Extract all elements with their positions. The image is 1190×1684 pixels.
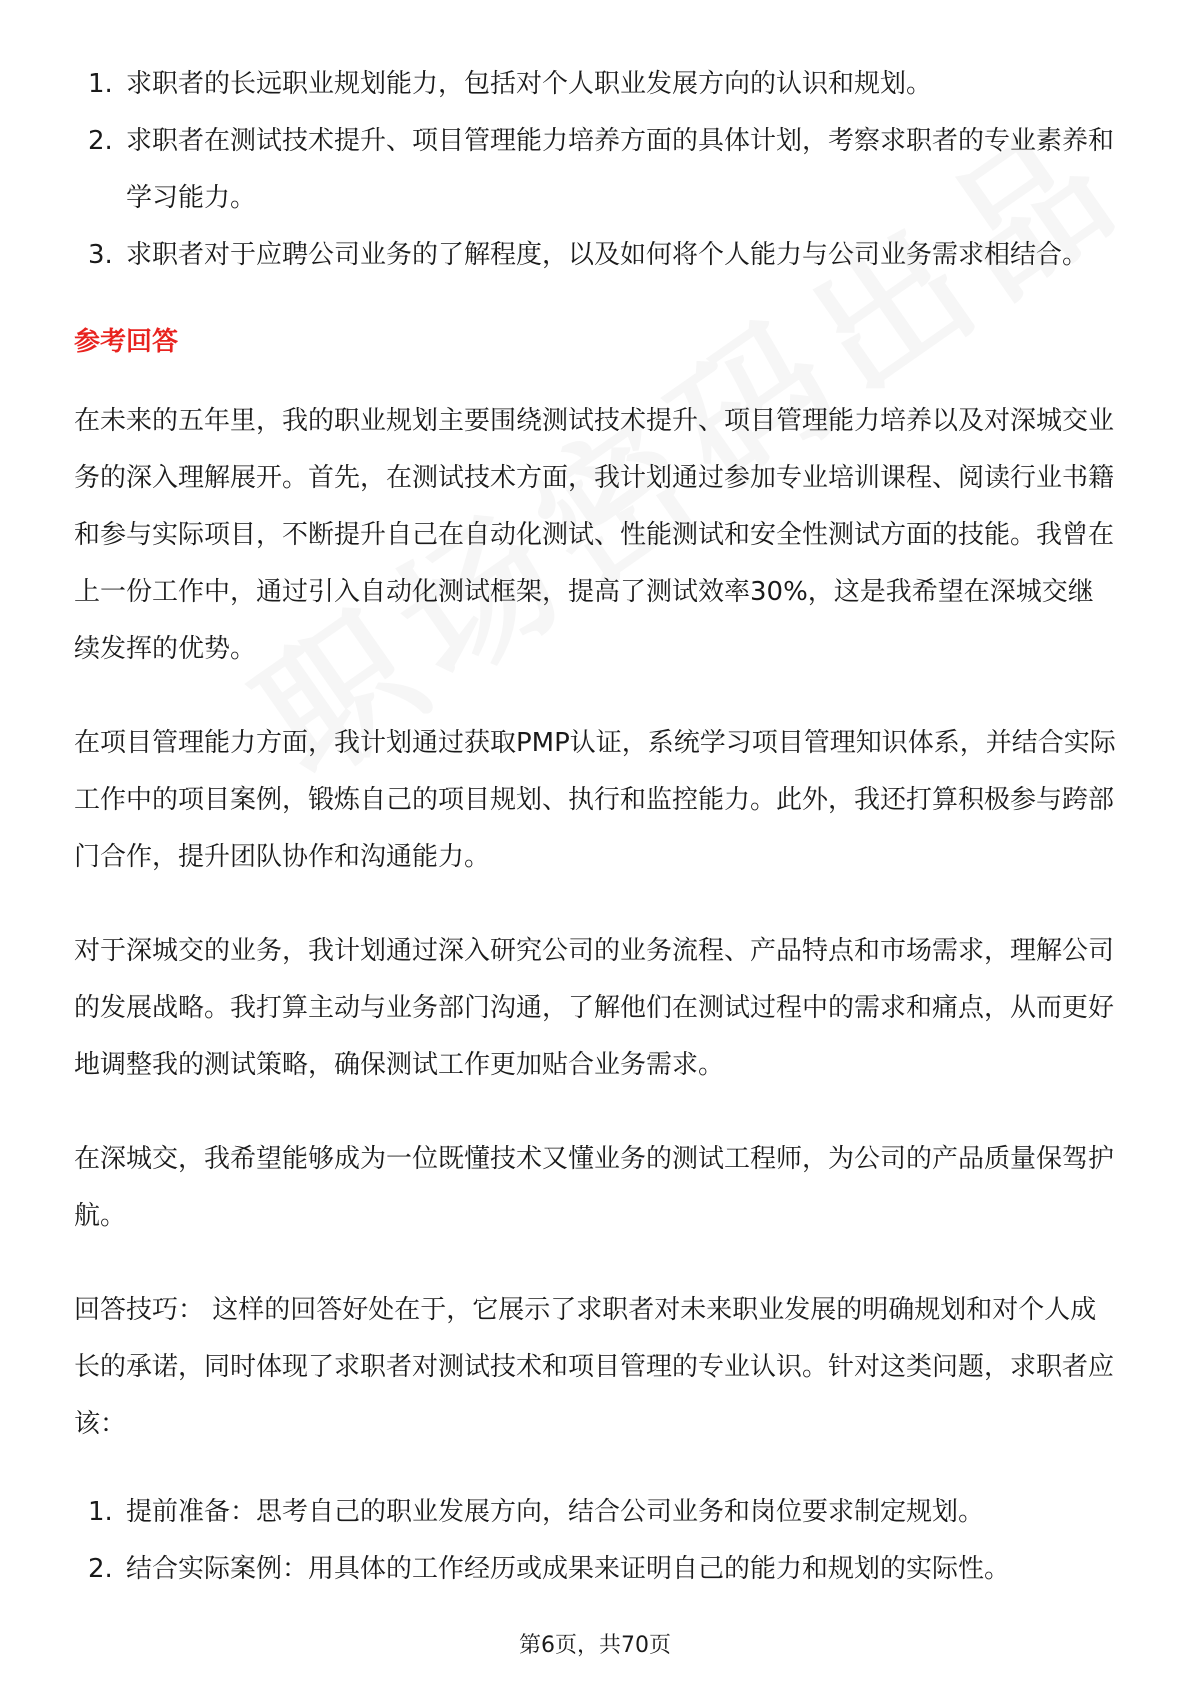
list-item [74,113,1118,227]
list-item-text: 结合实际案例：用具体的工作经历或成果来证明自己的能力和规划的实际性。 [126,1554,1011,1584]
paragraph: 在项目管理能力方面，我计划通过获取PMP认证，系统学习项目管理知识体系，并结合实际工作中的项目案例，锻炼自己的项目规划、执行和监控能力。此外，我还打算积极参与跨部门合作，提升团队协作和沟通能力。 [74,728,1116,872]
list-item [74,1541,1118,1598]
list-item-text: 求职者的长远职业规划能力，包括对个人职业发展方向的认识和规划。 [126,69,933,99]
paragraph: 在未来的五年里，我的职业规划主要围绕测试技术提升、项目管理能力培养以及对深城交业务的深入理解展开。首先，在测试技术方面，我计划通过参加专业培训课程、阅读行业书籍和参与实际项目，不断提升自己在自动化测试、性能测试和安全性测试方面的技能。我曾在上一份工作中，通过引入自动化测试框架，提高了测试效率30%，这是我希望在深城交继续发挥的优势。 [74,406,1115,664]
list-item [74,56,1118,113]
paragraph: 在深城交，我希望能够成为一位既懂技术又懂业务的测试工程师，为公司的产品质量保驾护航。 [74,1144,1115,1231]
list-item [74,227,1118,284]
list-item-text: 提前准备：思考自己的职业发展方向，结合公司业务和岗位要求制定规划。 [126,1497,985,1527]
criteria-list [74,56,1118,284]
list-item-text: 求职者对于应聘公司业务的了解程度，以及如何将个人能力与公司业务需求相结合。 [126,240,1089,270]
tips-list [74,1484,1118,1598]
paragraph: 对于深城交的业务，我计划通过深入研究公司的业务流程、产品特点和市场需求，理解公司的发展战略。我打算主动与业务部门沟通，了解他们在测试过程中的需求和痛点，从而更好地调整我的测试策略，确保测试工作更加贴合业务需求。 [74,936,1115,1080]
paragraph: 回答技巧： 这样的回答好处在于，它展示了求职者对未来职业发展的明确规划和对个人成长的承诺，同时体现了求职者对测试技术和项目管理的专业认识。针对这类问题，求职者应该： [74,1295,1115,1439]
page-content [74,56,1118,1598]
list-item-number: 2. [88,126,113,156]
list-item [74,1484,1118,1541]
section-heading: 参考回答 [74,327,179,357]
list-item-number: 1. [88,1497,113,1527]
page-number-footer: 第6页，共70页 [519,1633,671,1658]
list-item-number: 3. [88,240,113,270]
list-item-number: 1. [88,69,113,99]
list-item-text: 求职者在测试技术提升、项目管理能力培养方面的具体计划，考察求职者的专业素养和学习能力。 [126,126,1115,213]
list-item-number: 2. [88,1554,113,1584]
